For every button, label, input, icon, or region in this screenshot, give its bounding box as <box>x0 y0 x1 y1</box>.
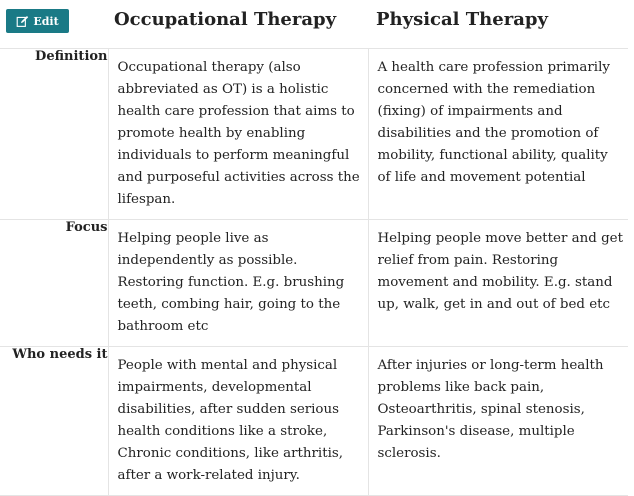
row-label-definition: Definition <box>0 49 108 220</box>
cell-who-needs-it-occupational: People with mental and physical impairments, developmental disabilities, after sudden serious health conditions like a stroke, Chronic conditions, like arthritis, after a work-related injury. <box>108 347 368 496</box>
table-row-definition <box>0 49 628 220</box>
edit-button[interactable] <box>6 9 69 33</box>
cell-definition-occupational: Occupational therapy (also abbreviated as OT) is a holistic health care profession that aims to promote health by enabling individuals to perform meaningful and purposeful activities across the lifespan. <box>108 49 368 220</box>
pencil-square-icon <box>16 15 29 28</box>
comparison-table <box>0 48 628 496</box>
table-row-who-needs-it <box>0 347 628 496</box>
edit-button-label: Edit <box>33 14 59 28</box>
cell-focus-physical: Helping people move better and get relief from pain. Restoring movement and mobility. E.g. stand up, walk, get in and out of bed etc <box>368 220 628 347</box>
column-header-occupational-therapy: Occupational Therapy <box>114 9 337 30</box>
cell-definition-physical: A health care profession primarily concerned with the remediation (fixing) of impairments and disabilities and the promotion of mobility, functional ability, quality of life and movement potential <box>368 49 628 220</box>
cell-who-needs-it-physical: After injuries or long-term health problems like back pain, Osteoarthritis, spinal stenosis, Parkinson's disease, multiple sclerosis. <box>368 347 628 496</box>
cell-focus-occupational: Helping people live as independently as possible. Restoring function. E.g. brushing teeth, combing hair, going to the bathroom etc <box>108 220 368 347</box>
column-header-physical-therapy: Physical Therapy <box>376 9 548 30</box>
row-label-focus: Focus <box>0 220 108 347</box>
row-label-who-needs-it: Who needs it <box>0 347 108 496</box>
table-row-focus <box>0 220 628 347</box>
